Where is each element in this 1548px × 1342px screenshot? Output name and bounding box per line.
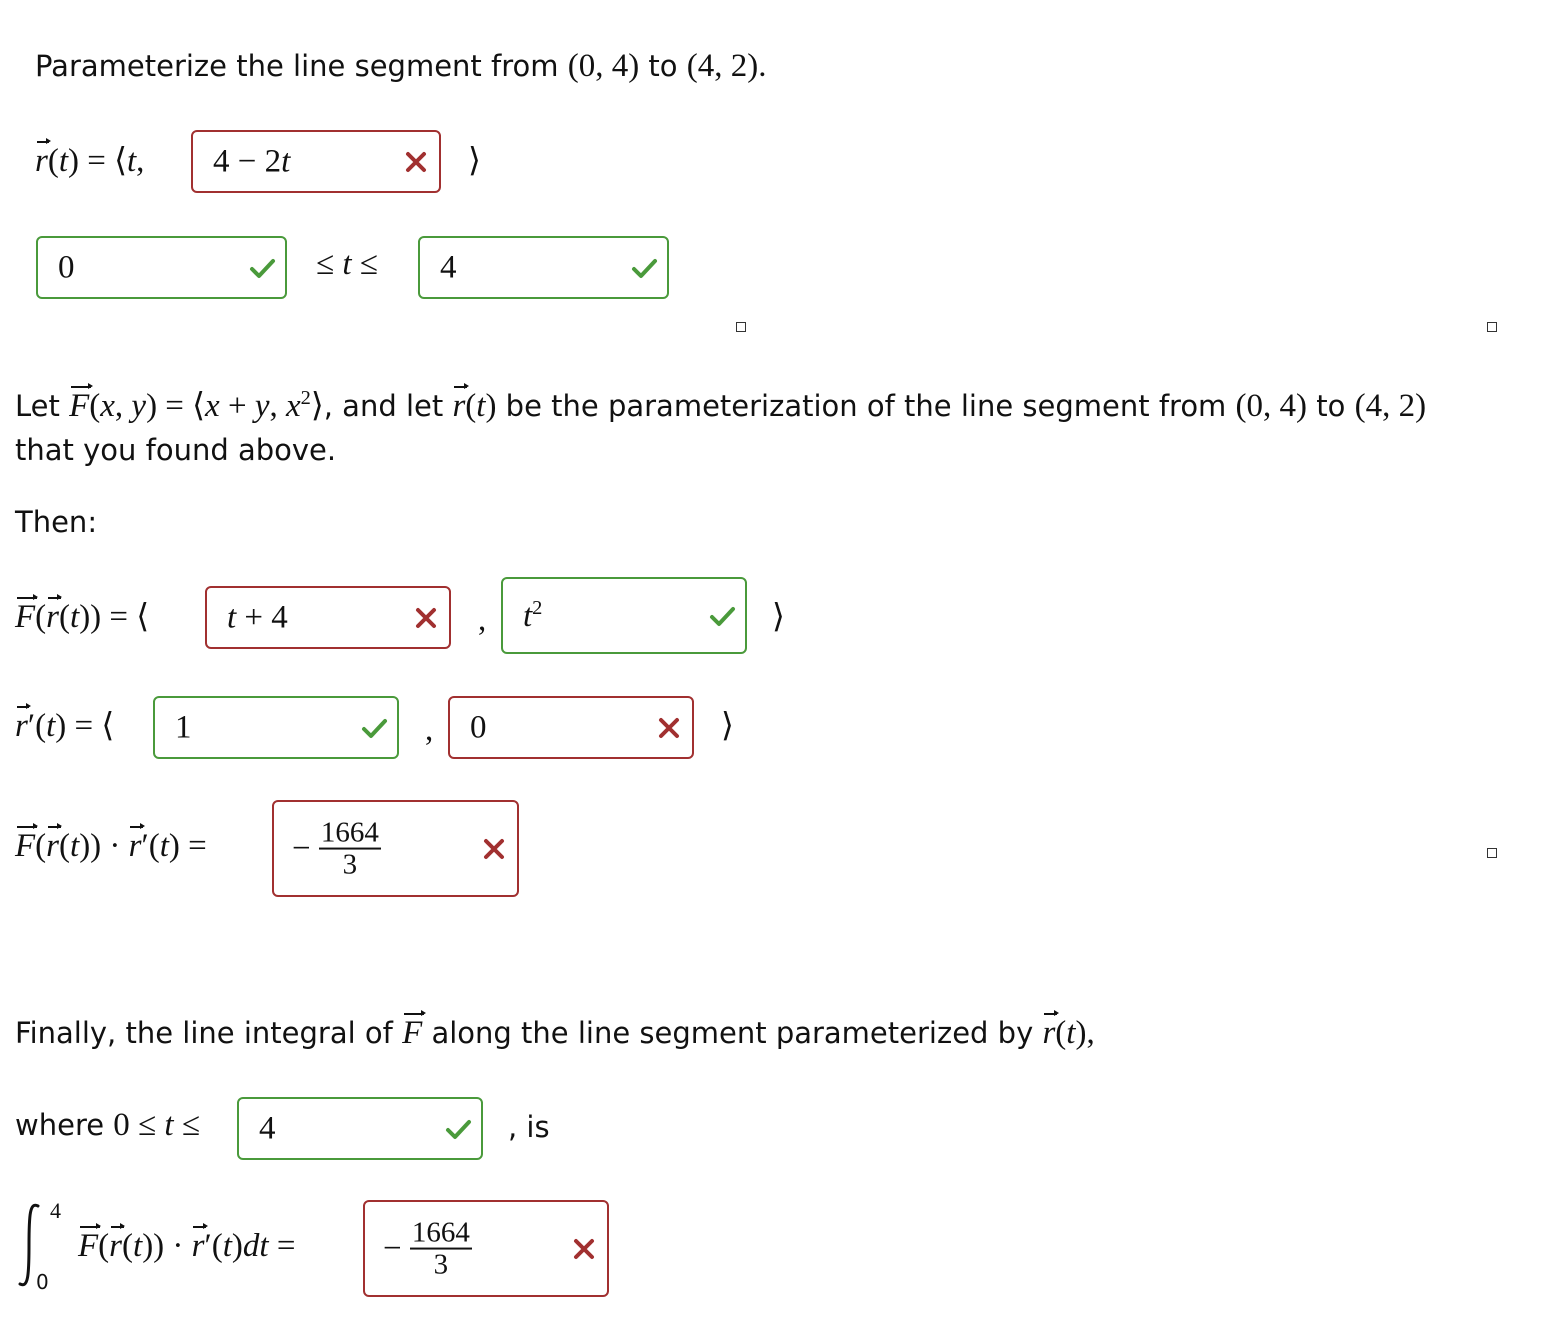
r-prime-y-value: 0: [470, 709, 487, 745]
is-text: , is: [508, 1110, 550, 1144]
integral-input[interactable]: [363, 1200, 609, 1297]
F-of-r-close-angle: ⟩: [772, 599, 785, 635]
checkmark-icon: [359, 713, 389, 743]
checkmark-icon: [707, 601, 737, 631]
then-label: Then:: [15, 505, 98, 539]
dot-product-fraction: [319, 817, 381, 880]
where-upper-value: 4: [259, 1110, 276, 1146]
where-upper-input[interactable]: [237, 1097, 483, 1160]
dot-product-input[interactable]: [272, 800, 519, 897]
checkbox-icon[interactable]: [1487, 322, 1497, 332]
dot-product-label: F(r(t)) · r′(t) =: [15, 828, 207, 864]
t-upper-value: 4: [440, 249, 457, 285]
r-prime-y-input[interactable]: [448, 696, 694, 759]
dot-product-value: [292, 817, 381, 880]
checkmark-icon: [247, 253, 277, 283]
integral-fraction: [410, 1217, 472, 1280]
fraction-denominator: 3: [342, 848, 358, 881]
checkmark-icon: [629, 253, 659, 283]
checkbox-icon[interactable]: [736, 322, 746, 332]
F-of-r-y-value: $t^2$: [523, 596, 543, 634]
dot-product-sign: −: [292, 830, 311, 866]
x-mark-icon: [479, 834, 509, 864]
finally-text: Finally, the line integral of F along the line segment parameterized by r(t),: [15, 1015, 1095, 1051]
F-of-r-y-input[interactable]: [501, 577, 747, 654]
fraction-denominator: 3: [433, 1248, 449, 1281]
t-range-label: ≤ t ≤: [316, 246, 378, 282]
r-y-input[interactable]: [191, 130, 441, 193]
t-upper-input[interactable]: [418, 236, 669, 299]
problem2-intro-line1: Let F(x, y) = ⟨x + y, $x^2⟩$, and let r(t) be the parameterization of the line segment from (0, 4) to (4, 2): [15, 387, 1427, 424]
x-mark-icon: [411, 603, 441, 633]
r-prime-x-value: 1: [175, 709, 192, 745]
F-of-r-x-input[interactable]: [205, 586, 451, 649]
x-mark-icon: [654, 713, 684, 743]
integral-label: F(r(t)) · r′(t)dt =: [78, 1228, 296, 1264]
checkmark-icon: [443, 1114, 473, 1144]
r-close-angle: ⟩: [468, 143, 481, 179]
integral-sign: −: [383, 1230, 402, 1266]
x-mark-icon: [401, 147, 431, 177]
t-lower-input[interactable]: [36, 236, 287, 299]
where-text: where 0 ≤ t ≤: [15, 1107, 200, 1143]
integral-lower-limit: 0: [36, 1270, 49, 1294]
r-prime-label: r′(t) = ⟨: [15, 708, 115, 744]
problem1-heading: Parameterize the line segment from (0, 4) to (4, 2).: [35, 48, 767, 84]
F-of-r-label: F(r(t)) = ⟨: [15, 599, 150, 635]
t-lower-value: 0: [58, 249, 75, 285]
fraction-numerator: 1664: [320, 816, 379, 849]
r-prime-close-angle: ⟩: [721, 708, 734, 744]
integral-upper-limit: 4: [50, 1198, 61, 1223]
fraction-numerator: 1664: [411, 1216, 470, 1249]
comma: ,: [478, 602, 487, 638]
problem2-intro-line2: that you found above.: [15, 433, 337, 467]
integral-value: [383, 1217, 472, 1280]
r-of-t-label: r(t) = ⟨t,: [35, 143, 145, 179]
x-mark-icon: [569, 1234, 599, 1264]
r-prime-x-input[interactable]: [153, 696, 399, 759]
r-y-value: 4 − 2t: [213, 143, 291, 179]
F-of-r-x-value: t + 4: [227, 599, 288, 635]
comma: ,: [425, 712, 434, 748]
checkbox-icon[interactable]: [1487, 848, 1497, 858]
